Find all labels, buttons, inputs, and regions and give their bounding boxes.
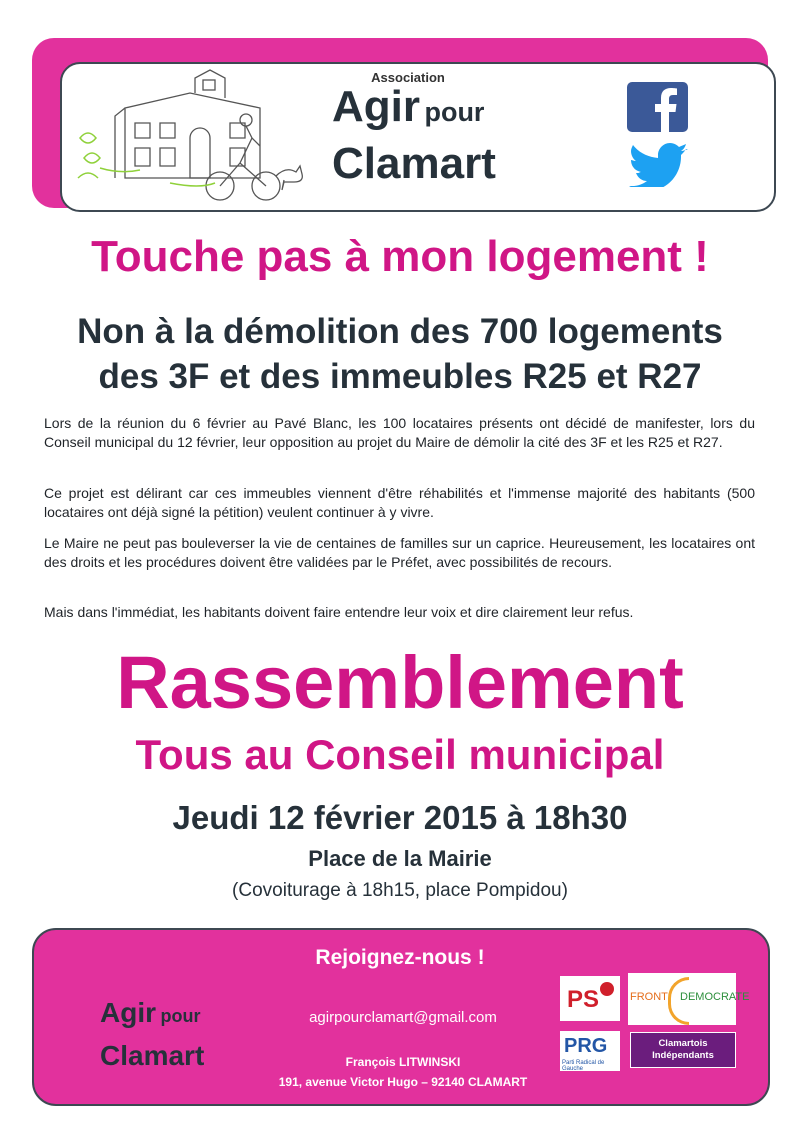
facebook-icon[interactable]: [627, 82, 688, 132]
logo-clamart: Clamart: [332, 139, 496, 188]
ps-logo: [560, 976, 620, 1021]
headline: Touche pas à mon logement !: [91, 232, 709, 281]
front-logo-left: FRONT: [630, 991, 668, 1003]
town-hall-cyclist-sketch: [70, 68, 310, 208]
prg-logo-text: PRG: [564, 1035, 608, 1057]
rose-icon: [600, 982, 614, 996]
logo-agir: Agir: [332, 82, 420, 131]
footer-logo-clamart: Clamart: [100, 1040, 205, 1071]
event-date: Jeudi 12 février 2015 à 18h30: [172, 799, 628, 836]
paragraph-2: Ce projet est délirant car ces immeubles viennent d'être réhabilités et l'immense majorité des habitants (500 locataires ont déjà signé la pétition) veulent continuer à y vivre.: [44, 485, 755, 520]
front-logo-right: DEMOCRATE: [680, 991, 750, 1003]
logo-pour: pour: [424, 97, 485, 127]
contact-email-link[interactable]: agirpourclamart@gmail.com: [309, 1009, 497, 1026]
paragraph-4: Mais dans l'immédiat, les habitants doivent faire entendre leur voix et dire clairement leur refus.: [44, 604, 634, 620]
subheadline-line-1: Non à la démolition des 700 logements: [77, 312, 723, 351]
subheadline-line-2: des 3F et des immeubles R25 et R27: [98, 357, 702, 396]
twitter-icon[interactable]: [628, 143, 690, 187]
paragraph-3: Le Maire ne peut pas bouleverser la vie de centaines de familles sur un caprice. Heureusement, les locataires ont des droits et les procédures doivent être validées par le Préfet, avec possibilités de recours.: [44, 535, 755, 570]
contact-name: François LITWINSKI: [345, 1055, 461, 1069]
event-title: Rassemblement: [116, 641, 684, 724]
subheadline: [0, 309, 800, 399]
clamartois-line-2: Indépendants: [652, 1050, 714, 1061]
contact-address: 191, avenue Victor Hugo – 92140 CLAMART: [278, 1075, 528, 1089]
front-democrate-logo: [628, 973, 750, 1025]
clamartois-independants-logo: [630, 1032, 736, 1068]
header-logo-agir-pour: [332, 82, 484, 132]
event-carpool: (Covoiturage à 18h15, place Pompidou): [232, 880, 568, 901]
event-place: Place de la Mairie: [308, 846, 492, 871]
event-subtitle: Tous au Conseil municipal: [135, 731, 665, 778]
clamartois-line-1: Clamartois: [658, 1038, 708, 1049]
prg-logo: [560, 1031, 620, 1071]
footer-logo-agir-pour: [100, 997, 200, 1029]
paragraph-1: Lors de la réunion du 6 février au Pavé Blanc, les 100 locataires présents ont décidé de manifester, lors du Conseil municipal du 12 février, leur opposition au projet du Maire de démolir la cité des 3F et les R25 et R27.: [44, 415, 755, 450]
association-label: Association: [371, 70, 445, 85]
call-to-action: Rejoignez-nous !: [315, 946, 485, 969]
prg-logo-subtitle: Parti Radical de Gauche: [562, 1060, 605, 1072]
footer-logo-pour: pour: [160, 1006, 201, 1026]
footer-logo-agir: Agir: [100, 997, 156, 1028]
ps-logo-text: PS: [567, 986, 600, 1013]
